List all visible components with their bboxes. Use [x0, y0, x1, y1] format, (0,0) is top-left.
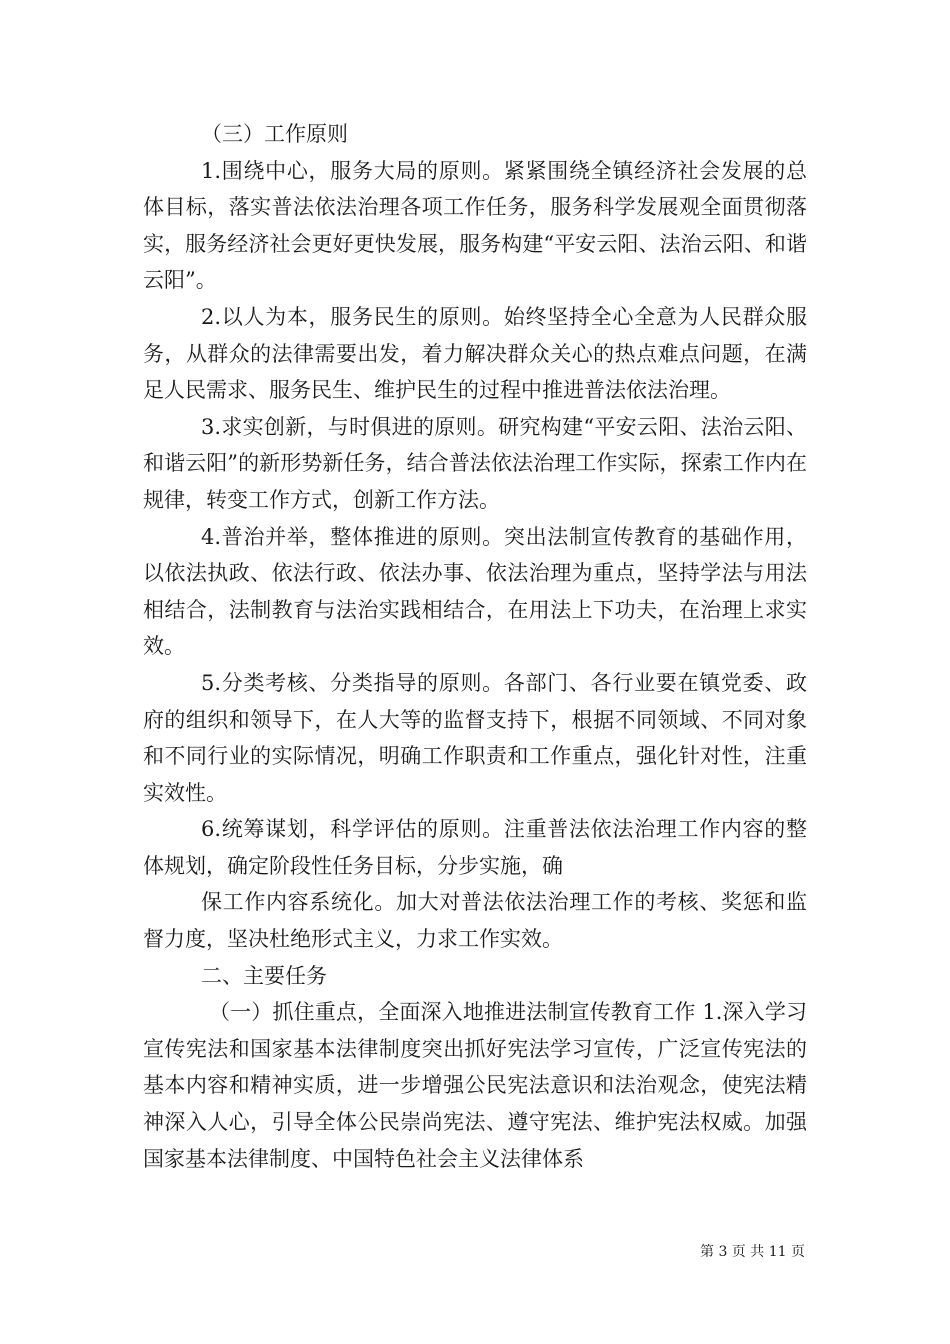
- paragraph-principle-6: 6.统筹谋划，科学评估的原则。注重普法依法治理工作内容的整体规划，确定阶段性任务目标，分步实施，确: [143, 817, 807, 878]
- section-heading-work-principles: （三）工作原则: [201, 122, 348, 146]
- page-number: 第 3 页 共 11 页: [700, 1244, 805, 1260]
- paragraph-principle-6-continued: 保工作内容系统化。加大对普法依法治理工作的考核、奖惩和监督力度，坚决杜绝形式主义，力求工作实效。: [143, 890, 807, 952]
- document-body: [143, 116, 807, 1177]
- paragraph-principle-2: 2.以人为本，服务民生的原则。始终坚持全心全意为人民群众服务，从群众的法律需要出发，着力解决群众关心的热点难点问题，在满足人民需求、服务民生、维护民生的过程中推进普法依法治理。: [143, 304, 807, 403]
- paragraph-principle-4: 4.普治并举，整体推进的原则。突出法制宣传教育的基础作用，以依法执政、依法行政、依法办事、依法治理为重点，坚持学法与用法相结合，法制教育与法治实践相结合，在用法上下功夫，在治理上求实效。: [143, 524, 807, 659]
- section-heading-main-tasks: 二、主要任务: [201, 963, 327, 988]
- paragraph-principle-5: 5.分类考核、分类指导的原则。各部门、各行业要在镇党委、政府的组织和领导下，在人大等的监督支持下，根据不同领域、不同对象和不同行业的实际情况，明确工作职责和工作重点，强化针对性，注重实效性。: [143, 670, 807, 805]
- paragraph-principle-1: 1.围绕中心，服务大局的原则。紧紧围绕全镇经济社会发展的总体目标，落实普法依法治理各项工作任务，服务科学发展观全面贯彻落实，服务经济社会更好更快发展，服务构建“平安云阳、法治云阳、和谐云阳”。: [143, 158, 807, 293]
- paragraph-principle-3: 3.求实创新，与时俱进的原则。研究构建“平安云阳、法治云阳、和谐云阳”的新形势新任务，结合普法依法治理工作实际，探索工作内在规律，转变工作方式，创新工作方法。: [143, 414, 807, 512]
- paragraph-task-1: （一）抓住重点，全面深入地推进法制宣传教育工作 1.深入学习宣传宪法和国家基本法律制度突出抓好宪法学习宣传，广泛宣传宪法的基本内容和精神实质，进一步增强公民宪法意识和法治观念，使宪法精神深入人心，引导全体公民崇尚宪法、遵守宪法、维护宪法权威。加强国家基本法律制度、中国特色社会主义法律体系: [143, 1000, 807, 1171]
